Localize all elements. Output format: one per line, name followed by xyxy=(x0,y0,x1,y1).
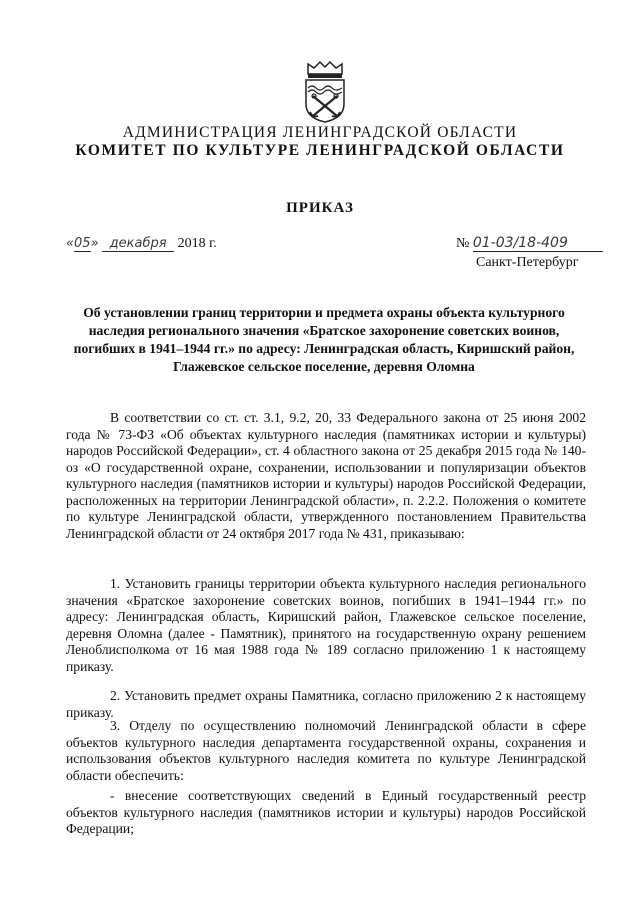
date-day: 05 xyxy=(74,236,91,251)
order-subject: Об установлении границ территории и предмета охраны объекта культурного наследия регионального значения «Братское захоронение советских воинов, погибших в 1941–1944 гг.» по адресу: Ленинградская область, Киришский район, Глажевское сельское поселение, деревня Оломна xyxy=(73,305,575,374)
date-open-quote: « xyxy=(66,236,75,251)
city: Санкт-Петербург xyxy=(476,255,579,270)
document-title: ПРИКАЗ xyxy=(286,200,354,216)
body-item-3-sub-1 xyxy=(66,788,586,838)
date-month: декабря xyxy=(102,236,174,252)
date-close-quote: » xyxy=(90,236,99,251)
body-item-3 xyxy=(66,718,586,784)
org-name-administration: АДМИНИСТРАЦИЯ ЛЕНИНГРАДСКОЙ ОБЛАСТИ xyxy=(122,124,518,141)
number-label: № xyxy=(456,236,470,251)
date-year: 2018 г. xyxy=(177,236,217,251)
org-name-committee: КОМИТЕТ ПО КУЛЬТУРЕ ЛЕНИНГРАДСКОЙ ОБЛАСТИ xyxy=(75,142,565,159)
order-number xyxy=(456,236,603,252)
intro-paragraph: В соответствии со ст. ст. 3.1, 9.2, 20, 33 Федерального закона от 25 июня 2002 года № 73-ФЗ «Об объектах культурного наследия (памятниках истории и культуры) народов Российской Федерации», ст. 4 областного закона от 25 декабря 2015 года № 140-оз «О государственной охране, сохранении, использовании и популяризации объектов культурного наследия (памятников истории и культуры) народов Российской Федерации, расположенных на территории Ленинградской области», п. 2.2.2. Положения о комитете по культуре Ленинградской области, утвержденного постановлением Правительства Ленинградской области от 24 октября 2017 года № 431, приказываю: xyxy=(66,410,586,541)
body-intro xyxy=(66,410,586,542)
order-date xyxy=(66,236,217,252)
item-3-sub-1-paragraph: - внесение соответствующих сведений в Единый государственный реестр объектов культурного наследия (памятников истории и культуры) народов Российской Федерации; xyxy=(66,788,586,836)
coat-of-arms-icon xyxy=(300,60,350,124)
item-1-paragraph: 1. Установить границы территории объекта культурного наследия регионального значения «Братское захоронение советских воинов, погибших в 1941–1944 гг.» по адресу: Ленинградская область, Киришский район, Глажевское сельское поселение, деревня Оломна (далее - Памятник), принятого на государственную охрану решением Леноблисполкома от 16 мая 1988 года № 189 согласно приложению 1 к настоящему приказу. xyxy=(66,576,586,674)
body-item-1 xyxy=(66,576,586,675)
number-value: 01-03/18-409 xyxy=(473,236,603,252)
body-item-2 xyxy=(66,688,586,721)
item-2-paragraph: 2. Установить предмет охраны Памятника, согласно приложению 2 к настоящему приказу. xyxy=(66,688,586,720)
item-3-paragraph: 3. Отделу по осуществлению полномочий Ленинградской области в сфере объектов культурного наследия департамента государственной охраны, сохранения и использования объектов культурного наследия комитета по культуре Ленинградской области обеспечить: xyxy=(66,718,586,783)
